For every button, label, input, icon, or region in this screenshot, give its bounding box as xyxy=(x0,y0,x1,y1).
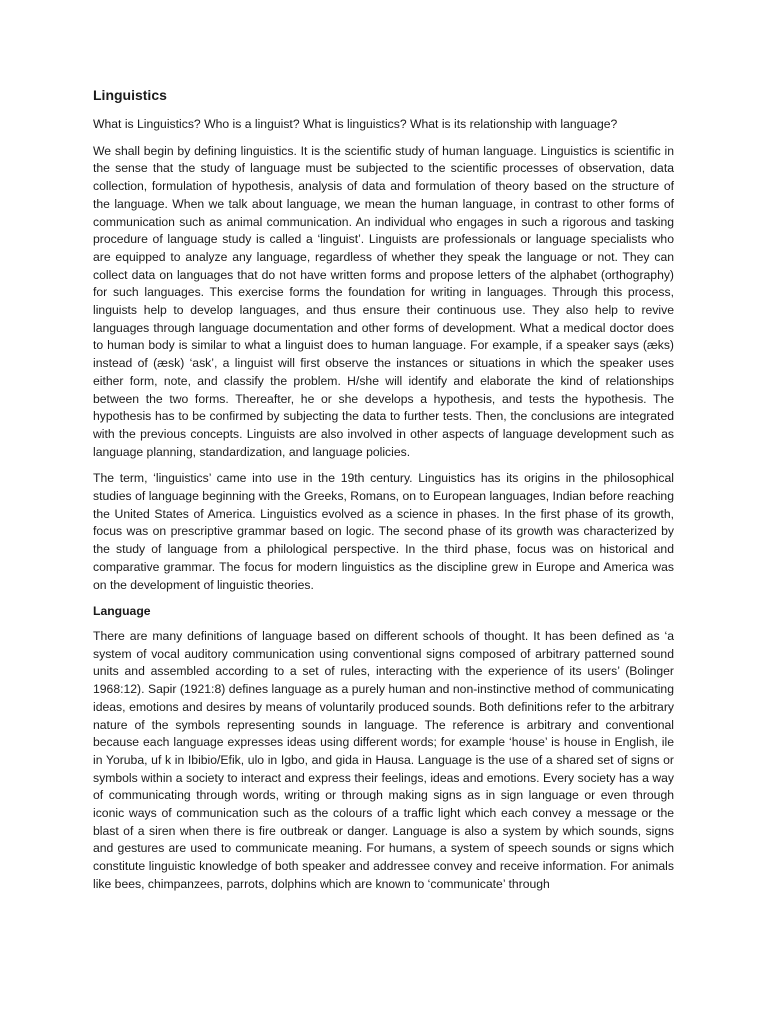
intro-questions: What is Linguistics? Who is a linguist? What is linguistics? What is its relationship with language? xyxy=(93,117,618,131)
paragraph-definition: We shall begin by defining linguistics. It is the scientific study of human language. Linguistics is scientific in the sense that the study of language must be subjected to the scientific processes of observation, data collection, formulation of hypothesis, analysis of data and formulation of theory based on the structure of the language. When we talk about language, we mean the human language, in contrast to other forms of communication such as animal communication. An individual who engages in such a rigorous and tasking procedure of language study is called a ‘linguist’. Linguists are professionals or language specialists who are equipped to analyze any language, regardless of whether they speak the language or not. They can collect data on languages that do not have written forms and propose letters of the alphabet (orthography) for such languages. This exercise forms the foundation for writing in languages. Through this process, linguists help to develop languages, and thus ensure their continuous use. They also help to revive languages through language documentation and other forms of development. What a medical doctor does to human body is similar to what a linguist does to human language. For example, if a speaker says (æks) instead of (æsk) ‘ask’, a linguist will first observe the instances or situations in which the speaker uses either form, note, and classify the problem. H/she will identify and elaborate the kind of relationships between the two forms. Thereafter, he or she develops a hypothesis, and tests the hypothesis. The hypothesis has to be confirmed by subjecting the data to further tests. Then, the conclusions are integrated with the previous concepts. Linguists are also involved in other aspects of language development such as language planning, standardization, and language policies. xyxy=(93,143,674,459)
paragraph-language: There are many definitions of language based on different schools of thought. It has been defined as ‘a system of vocal auditory communication using conventional signs composed of arbitrary patterned sound units and assembled according to a set of rules, interacting with the experience of its users’ (Bolinger 1968:12). Sapir (1921:8) defines language as a purely human and non-instinctive method of communicating ideas, emotions and desires by means of voluntarily produced sounds. Both definitions refer to the arbitrary nature of the symbols representing sounds in language. The reference is arbitrary and conventional because each language expresses ideas using different words; for example ‘house’ is house in English, ile in Yoruba, uf k in Ibibio/Efik, ulo in Igbo, and gida in Hausa. Language is the use of a shared set of signs or symbols within a society to interact and express their feelings, ideas and emotions. Every society has a way of communicating through words, writing or through making signs as in sign language or even through iconic ways of communication such as the colours of a traffic light which each convey a message or the blast of a siren when there is fire outbreak or danger. Language is also a system by which sounds, signs and gestures are used to communicate meaning. For humans, a system of speech sounds or signs which constitute linguistic knowledge of both speaker and addressee convey and receive information. For animals like bees, chimpanzees, parrots, dolphins which are known to ‘communicate’ through xyxy=(93,628,674,891)
section-heading-language: Language xyxy=(93,604,151,619)
paragraph-history: The term, ‘linguistics’ came into use in the 19th century. Linguistics has its origins in the philosophical studies of language beginning with the Greeks, Romans, on to European languages, Indian before reaching the United States of America. Linguistics evolved as a science in phases. In the first phase of its growth, focus was on prescriptive grammar based on logic. The second phase of its growth was characterized by the study of language from a philological perspective. In the third phase, focus was on historical and comparative grammar. The focus for modern linguistics as the discipline grew in Europe and America was on the development of linguistic theories. xyxy=(93,471,674,592)
document-title: Linguistics xyxy=(93,87,167,103)
document-page xyxy=(93,86,674,903)
